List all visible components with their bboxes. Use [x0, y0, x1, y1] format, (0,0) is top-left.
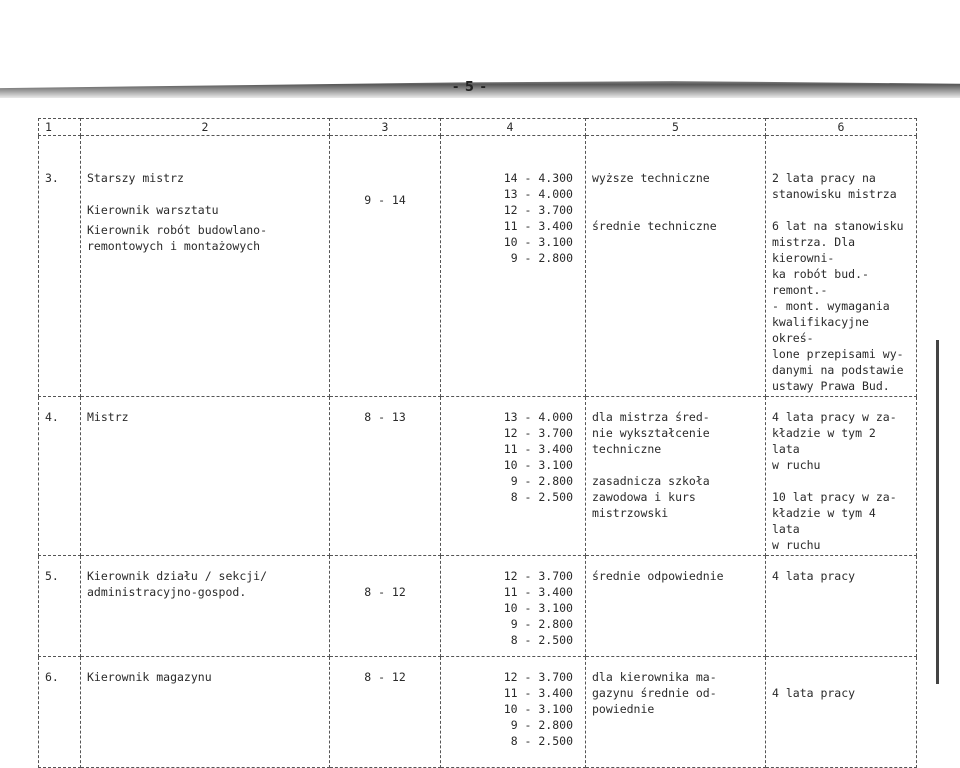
row-number: 6. — [39, 657, 81, 768]
row-number: 4. — [39, 397, 81, 556]
position-cell — [81, 397, 330, 556]
grade-cell: 8 - 13 — [330, 397, 441, 556]
education-cell — [586, 556, 766, 657]
grade-cell: 8 - 12 — [330, 556, 441, 657]
experience-cell — [766, 657, 917, 768]
education-text: średnie odpowiednie — [592, 569, 724, 583]
experience-text: 6 lat na stanowisku mistrza. Dla kierowni- ka robót bud.-remont.- - mont. wymagania kwalifikacyjne okreś- lone przepisami wy- danymi na podstawie ustawy Prawa Bud. — [772, 219, 904, 393]
education-text: wyższe techniczne — [592, 171, 710, 185]
education-text: dla mistrza śred- nie wykształcenie techniczne — [592, 410, 710, 456]
header-col-6: 6 — [766, 119, 917, 136]
position-text: Mistrz — [87, 410, 129, 424]
experience-text: 4 lata pracy — [772, 569, 856, 583]
page-number: - 5 - — [453, 80, 487, 95]
experience-cell — [766, 397, 917, 556]
position-text: Starszy mistrz — [87, 171, 184, 185]
education-text: dla kierownika ma- gazynu średnie od- powiednie — [592, 670, 717, 716]
grade-cell: 9 - 14 — [330, 136, 441, 397]
row-number: 3. — [39, 136, 81, 397]
position-table — [38, 118, 917, 768]
table-row — [39, 657, 917, 768]
rates-cell: 12 - 3.700 11 - 3.400 10 - 3.100 9 - 2.800 8 - 2.500 — [441, 556, 586, 657]
table-row — [39, 556, 917, 657]
experience-cell — [766, 136, 917, 397]
grade-cell: 8 - 12 — [330, 657, 441, 768]
position-text: Kierownik warsztatu — [87, 203, 219, 217]
header-row — [39, 119, 917, 136]
education-cell — [586, 136, 766, 397]
education-text: średnie techniczne — [592, 219, 717, 233]
header-col-2: 2 — [81, 119, 330, 136]
education-cell — [586, 657, 766, 768]
page-edge — [936, 340, 939, 684]
position-text: Kierownik magazynu — [87, 670, 212, 684]
table-row — [39, 136, 917, 397]
header-col-1: 1 — [39, 119, 81, 136]
rates-cell: 14 - 4.300 13 - 4.000 12 - 3.700 11 - 3.400 10 - 3.100 9 - 2.800 — [441, 136, 586, 397]
rates-cell: 13 - 4.000 12 - 3.700 11 - 3.400 10 - 3.100 9 - 2.800 8 - 2.500 — [441, 397, 586, 556]
education-cell — [586, 397, 766, 556]
header-col-3: 3 — [330, 119, 441, 136]
experience-text: 4 lata pracy w za- kładzie w tym 2 lata w ruchu — [772, 410, 897, 472]
position-text: Kierownik robót budowlano- remontowych i montażowych — [87, 223, 268, 253]
education-text: zasadnicza szkoła zawodowa i kurs mistrzowski — [592, 474, 710, 520]
experience-text: 2 lata pracy na stanowisku mistrza — [772, 171, 897, 201]
rates-cell: 12 - 3.700 11 - 3.400 10 - 3.100 9 - 2.800 8 - 2.500 — [441, 657, 586, 768]
table-row — [39, 397, 917, 556]
row-number: 5. — [39, 556, 81, 657]
experience-cell — [766, 556, 917, 657]
position-cell — [81, 556, 330, 657]
position-cell — [81, 136, 330, 397]
experience-text: 10 lat pracy w za- kładzie w tym 4 lata w ruchu — [772, 490, 897, 552]
header-col-4: 4 — [441, 119, 586, 136]
experience-text: 4 lata pracy — [772, 686, 856, 700]
position-text: Kierownik działu / sekcji/ administracyjno-gospod. — [87, 569, 268, 599]
header-col-5: 5 — [586, 119, 766, 136]
position-cell — [81, 657, 330, 768]
